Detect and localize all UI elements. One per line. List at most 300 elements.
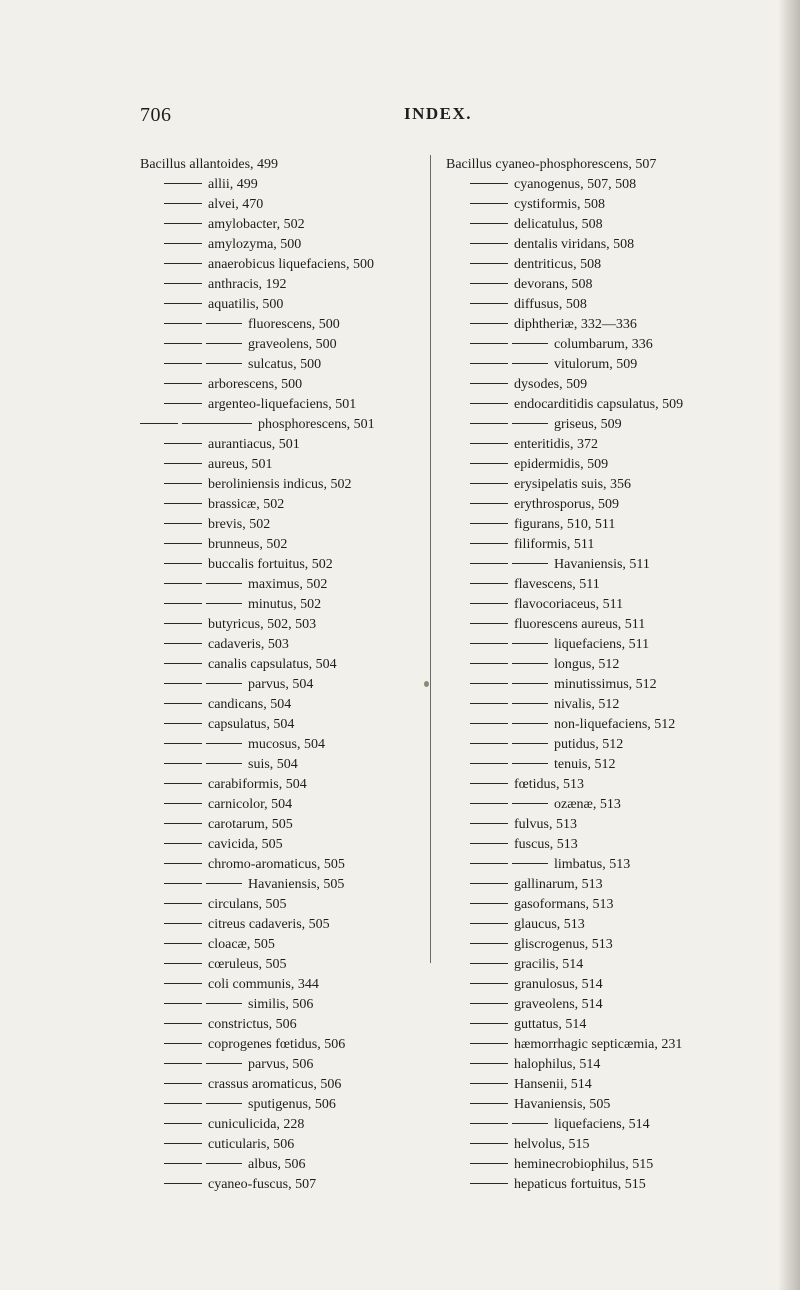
ditto-dash bbox=[470, 863, 508, 864]
ditto-dash bbox=[164, 343, 202, 344]
index-entry bbox=[446, 455, 800, 475]
index-entry bbox=[446, 915, 800, 935]
index-entry bbox=[446, 175, 800, 195]
ditto-dash bbox=[140, 423, 178, 424]
index-entry bbox=[140, 275, 420, 295]
index-heading-entry bbox=[140, 155, 420, 175]
index-entry bbox=[446, 535, 800, 555]
entry-text: mucosus, 504 bbox=[248, 737, 325, 752]
index-entry bbox=[140, 355, 420, 375]
index-entry bbox=[446, 255, 800, 275]
ditto-dash bbox=[470, 303, 508, 304]
entry-text: guttatus, 514 bbox=[514, 1017, 587, 1032]
index-entry bbox=[446, 515, 800, 535]
ditto-dash bbox=[164, 603, 202, 604]
entry-text: gliscrogenus, 513 bbox=[514, 937, 613, 952]
ink-smudge bbox=[424, 681, 429, 687]
ditto-dash bbox=[164, 303, 202, 304]
index-entry bbox=[446, 975, 800, 995]
entry-text: dentriticus, 508 bbox=[514, 257, 602, 272]
ditto-dash bbox=[470, 443, 508, 444]
index-entry bbox=[446, 235, 800, 255]
entry-text: amylobacter, 502 bbox=[208, 217, 305, 232]
index-entry bbox=[140, 535, 420, 555]
ditto-dash bbox=[470, 283, 508, 284]
entry-text: carnicolor, 504 bbox=[208, 797, 293, 812]
index-entry bbox=[446, 615, 800, 635]
entry-text: crassus aromaticus, 506 bbox=[208, 1077, 342, 1092]
index-entry bbox=[140, 1015, 420, 1035]
ditto-dash bbox=[470, 563, 508, 564]
index-entry bbox=[140, 175, 420, 195]
ditto-dash bbox=[470, 363, 508, 364]
index-entry bbox=[446, 935, 800, 955]
ditto-dash bbox=[164, 663, 202, 664]
ditto-dash bbox=[164, 1003, 202, 1004]
ditto-dash bbox=[164, 943, 202, 944]
ditto-dash bbox=[164, 1023, 202, 1024]
ditto-dash bbox=[206, 583, 242, 584]
index-entry bbox=[446, 635, 800, 655]
ditto-dash bbox=[164, 703, 202, 704]
ditto-dash bbox=[470, 603, 508, 604]
index-entry bbox=[446, 335, 800, 355]
ditto-dash bbox=[164, 863, 202, 864]
entry-text: flavocoriaceus, 511 bbox=[514, 597, 624, 612]
index-entry bbox=[446, 495, 800, 515]
ditto-dash bbox=[512, 663, 548, 664]
index-entry bbox=[446, 875, 800, 895]
ditto-dash bbox=[470, 523, 508, 524]
index-entry bbox=[446, 715, 800, 735]
ditto-dash bbox=[206, 1063, 242, 1064]
index-entry bbox=[140, 475, 420, 495]
entry-text: cystiformis, 508 bbox=[514, 197, 605, 212]
ditto-dash bbox=[470, 1143, 508, 1144]
entry-text: cyanogenus, 507, 508 bbox=[514, 177, 637, 192]
entry-text: glaucus, 513 bbox=[514, 917, 585, 932]
ditto-dash bbox=[470, 1083, 508, 1084]
index-entry bbox=[140, 955, 420, 975]
index-entry bbox=[140, 295, 420, 315]
index-entry bbox=[140, 855, 420, 875]
entry-text: brassicæ, 502 bbox=[208, 497, 285, 512]
entry-text: anthracis, 192 bbox=[208, 277, 287, 292]
entry-text: Hansenii, 514 bbox=[514, 1077, 592, 1092]
entry-text: alvei, 470 bbox=[208, 197, 264, 212]
ditto-dash bbox=[206, 1163, 242, 1164]
entry-text: hepaticus fortuitus, 515 bbox=[514, 1177, 646, 1192]
ditto-dash bbox=[470, 923, 508, 924]
ditto-dash bbox=[206, 1003, 242, 1004]
index-entry bbox=[140, 255, 420, 275]
ditto-dash bbox=[512, 343, 548, 344]
ditto-dash bbox=[470, 183, 508, 184]
entry-text: columbarum, 336 bbox=[554, 337, 653, 352]
ditto-dash bbox=[164, 1123, 202, 1124]
entry-text: constrictus, 506 bbox=[208, 1017, 297, 1032]
entry-text: delicatulus, 508 bbox=[514, 217, 603, 232]
entry-text: epidermidis, 509 bbox=[514, 457, 609, 472]
index-entry bbox=[140, 575, 420, 595]
entry-text: coli communis, 344 bbox=[208, 977, 319, 992]
index-entry bbox=[446, 355, 800, 375]
index-entry bbox=[446, 795, 800, 815]
entry-text: erysipelatis suis, 356 bbox=[514, 477, 632, 492]
index-entry bbox=[446, 1095, 800, 1115]
index-entry bbox=[446, 735, 800, 755]
ditto-dash bbox=[182, 423, 252, 424]
entry-text: cuticularis, 506 bbox=[208, 1137, 295, 1152]
ditto-dash bbox=[164, 543, 202, 544]
index-entry bbox=[140, 1055, 420, 1075]
entry-text: cadaveris, 503 bbox=[208, 637, 289, 652]
entry-text: aquatilis, 500 bbox=[208, 297, 284, 312]
index-entry bbox=[140, 895, 420, 915]
index-entry bbox=[140, 655, 420, 675]
ditto-dash bbox=[164, 623, 202, 624]
ditto-dash bbox=[164, 323, 202, 324]
entry-text: enteritidis, 372 bbox=[514, 437, 598, 452]
index-entry bbox=[140, 375, 420, 395]
entry-text: buccalis fortuitus, 502 bbox=[208, 557, 333, 572]
index-entry bbox=[446, 1175, 800, 1195]
index-entry bbox=[140, 195, 420, 215]
entry-text: cuniculicida, 228 bbox=[208, 1117, 305, 1132]
entry-text: beroliniensis indicus, 502 bbox=[208, 477, 352, 492]
index-entry bbox=[140, 615, 420, 635]
index-entry bbox=[446, 1115, 800, 1135]
ditto-dash bbox=[164, 223, 202, 224]
index-entry bbox=[446, 835, 800, 855]
ditto-dash bbox=[164, 363, 202, 364]
entry-text: heminecrobiophilus, 515 bbox=[514, 1157, 654, 1172]
ditto-dash bbox=[164, 263, 202, 264]
ditto-dash bbox=[512, 763, 548, 764]
entry-text: devorans, 508 bbox=[514, 277, 593, 292]
entry-text: arborescens, 500 bbox=[208, 377, 303, 392]
ditto-dash bbox=[164, 823, 202, 824]
index-entry bbox=[446, 895, 800, 915]
entry-text: gasoformans, 513 bbox=[514, 897, 614, 912]
index-entry bbox=[140, 735, 420, 755]
ditto-dash bbox=[164, 463, 202, 464]
ditto-dash bbox=[164, 1083, 202, 1084]
ditto-dash bbox=[470, 423, 508, 424]
ditto-dash bbox=[164, 503, 202, 504]
entry-text: cyaneo-fuscus, 507 bbox=[208, 1177, 317, 1192]
ditto-dash bbox=[470, 263, 508, 264]
ditto-dash bbox=[470, 883, 508, 884]
index-entry bbox=[446, 275, 800, 295]
ditto-dash bbox=[470, 963, 508, 964]
index-entry bbox=[446, 1075, 800, 1095]
ditto-dash bbox=[470, 903, 508, 904]
index-entry bbox=[140, 875, 420, 895]
entry-text: argenteo-liquefaciens, 501 bbox=[208, 397, 357, 412]
index-entry bbox=[140, 935, 420, 955]
index-entry bbox=[446, 1135, 800, 1155]
entry-text: putidus, 512 bbox=[554, 737, 624, 752]
entry-text: fœtidus, 513 bbox=[514, 777, 584, 792]
index-entry bbox=[140, 715, 420, 735]
entry-text: cœruleus, 505 bbox=[208, 957, 287, 972]
index-entry bbox=[446, 775, 800, 795]
ditto-dash bbox=[164, 403, 202, 404]
ditto-dash bbox=[470, 743, 508, 744]
index-heading-entry bbox=[446, 155, 800, 175]
entry-text: gallinarum, 513 bbox=[514, 877, 603, 892]
entry-text: Bacillus cyaneo-phosphorescens, 507 bbox=[446, 157, 657, 172]
entry-text: carabiformis, 504 bbox=[208, 777, 307, 792]
ditto-dash bbox=[164, 643, 202, 644]
ditto-dash bbox=[164, 803, 202, 804]
ditto-dash bbox=[470, 223, 508, 224]
index-column-right bbox=[430, 155, 800, 1192]
ditto-dash bbox=[470, 1023, 508, 1024]
entry-text: allii, 499 bbox=[208, 177, 258, 192]
ditto-dash bbox=[512, 423, 548, 424]
index-entry bbox=[446, 315, 800, 335]
index-entry bbox=[140, 1175, 420, 1195]
entry-text: granulosus, 514 bbox=[514, 977, 603, 992]
entry-text: albus, 506 bbox=[248, 1157, 306, 1172]
index-entry bbox=[140, 415, 420, 435]
index-entry bbox=[140, 555, 420, 575]
entry-text: minutus, 502 bbox=[248, 597, 322, 612]
entry-text: Havaniensis, 505 bbox=[248, 877, 345, 892]
ditto-dash bbox=[470, 323, 508, 324]
entry-text: fluorescens, 500 bbox=[248, 317, 340, 332]
ditto-dash bbox=[164, 563, 202, 564]
page-number: 706 bbox=[140, 104, 172, 126]
page-title: INDEX. bbox=[404, 104, 473, 123]
index-entry bbox=[446, 955, 800, 975]
entry-text: maximus, 502 bbox=[248, 577, 328, 592]
ditto-dash bbox=[470, 1003, 508, 1004]
entry-text: vitulorum, 509 bbox=[554, 357, 638, 372]
entry-text: liquefaciens, 514 bbox=[554, 1117, 650, 1132]
ditto-dash bbox=[164, 983, 202, 984]
ditto-dash bbox=[164, 583, 202, 584]
entry-text: anaerobicus liquefaciens, 500 bbox=[208, 257, 374, 272]
entry-text: tenuis, 512 bbox=[554, 757, 616, 772]
ditto-dash bbox=[512, 703, 548, 704]
entry-text: sputigenus, 506 bbox=[248, 1097, 336, 1112]
index-entry bbox=[140, 1075, 420, 1095]
index-entry bbox=[446, 675, 800, 695]
ditto-dash bbox=[206, 343, 242, 344]
ditto-dash bbox=[470, 203, 508, 204]
ditto-dash bbox=[470, 723, 508, 724]
ditto-dash bbox=[470, 543, 508, 544]
index-entry bbox=[446, 1155, 800, 1175]
entry-text: diphtheriæ, 332—336 bbox=[514, 317, 637, 332]
entry-text: candicans, 504 bbox=[208, 697, 292, 712]
index-entry bbox=[140, 675, 420, 695]
entry-text: gracilis, 514 bbox=[514, 957, 584, 972]
ditto-dash bbox=[470, 1183, 508, 1184]
page-header bbox=[0, 104, 800, 128]
ditto-dash bbox=[470, 663, 508, 664]
entry-text: carotarum, 505 bbox=[208, 817, 293, 832]
index-entry bbox=[140, 515, 420, 535]
ditto-dash bbox=[512, 1123, 548, 1124]
entry-text: parvus, 504 bbox=[248, 677, 314, 692]
index-entry bbox=[446, 655, 800, 675]
index-entry bbox=[446, 815, 800, 835]
ditto-dash bbox=[512, 803, 548, 804]
entry-text: figurans, 510, 511 bbox=[514, 517, 616, 532]
ditto-dash bbox=[164, 923, 202, 924]
entry-text: helvolus, 515 bbox=[514, 1137, 590, 1152]
index-entry bbox=[140, 815, 420, 835]
ditto-dash bbox=[164, 963, 202, 964]
entry-text: suis, 504 bbox=[248, 757, 298, 772]
entry-text: endocarditidis capsulatus, 509 bbox=[514, 397, 684, 412]
index-entry bbox=[140, 215, 420, 235]
index-entry bbox=[140, 455, 420, 475]
entry-text: graveolens, 500 bbox=[248, 337, 337, 352]
index-entry bbox=[140, 635, 420, 655]
ditto-dash bbox=[470, 463, 508, 464]
ditto-dash bbox=[164, 883, 202, 884]
ditto-dash bbox=[512, 743, 548, 744]
index-entry bbox=[140, 315, 420, 335]
index-entry bbox=[140, 1155, 420, 1175]
ditto-dash bbox=[470, 243, 508, 244]
entry-text: diffusus, 508 bbox=[514, 297, 587, 312]
index-entry bbox=[446, 415, 800, 435]
entry-text: fluorescens aureus, 511 bbox=[514, 617, 646, 632]
ditto-dash bbox=[206, 683, 242, 684]
index-entry bbox=[140, 235, 420, 255]
index-entry bbox=[446, 435, 800, 455]
ditto-dash bbox=[512, 643, 548, 644]
ditto-dash bbox=[164, 683, 202, 684]
ditto-dash bbox=[164, 843, 202, 844]
entry-text: sulcatus, 500 bbox=[248, 357, 322, 372]
ditto-dash bbox=[206, 763, 242, 764]
ditto-dash bbox=[512, 723, 548, 724]
index-entry bbox=[446, 595, 800, 615]
ditto-dash bbox=[512, 563, 548, 564]
ditto-dash bbox=[164, 1143, 202, 1144]
index-entry bbox=[140, 695, 420, 715]
index-entry bbox=[140, 1035, 420, 1055]
entry-text: aureus, 501 bbox=[208, 457, 273, 472]
index-entry bbox=[140, 755, 420, 775]
entry-text: Havaniensis, 505 bbox=[514, 1097, 611, 1112]
entry-text: canalis capsulatus, 504 bbox=[208, 657, 337, 672]
ditto-dash bbox=[470, 1123, 508, 1124]
entry-text: ozænæ, 513 bbox=[554, 797, 621, 812]
index-entry bbox=[140, 495, 420, 515]
ditto-dash bbox=[512, 863, 548, 864]
ditto-dash bbox=[470, 1103, 508, 1104]
entry-text: cloacæ, 505 bbox=[208, 937, 275, 952]
ditto-dash bbox=[164, 783, 202, 784]
ditto-dash bbox=[470, 403, 508, 404]
ditto-dash bbox=[470, 383, 508, 384]
entry-text: dentalis viridans, 508 bbox=[514, 237, 635, 252]
ditto-dash bbox=[470, 983, 508, 984]
ditto-dash bbox=[470, 643, 508, 644]
index-entry bbox=[140, 975, 420, 995]
ditto-dash bbox=[512, 363, 548, 364]
entry-text: longus, 512 bbox=[554, 657, 620, 672]
entry-text: liquefaciens, 511 bbox=[554, 637, 650, 652]
ditto-dash bbox=[470, 943, 508, 944]
ditto-dash bbox=[470, 503, 508, 504]
index-entry bbox=[140, 395, 420, 415]
index-entry bbox=[446, 215, 800, 235]
entry-text: flavescens, 511 bbox=[514, 577, 600, 592]
index-entry bbox=[140, 1115, 420, 1135]
ditto-dash bbox=[164, 523, 202, 524]
entry-text: chromo-aromaticus, 505 bbox=[208, 857, 345, 872]
index-entry bbox=[446, 1055, 800, 1075]
entry-text: parvus, 506 bbox=[248, 1057, 314, 1072]
ditto-dash bbox=[470, 483, 508, 484]
entry-text: coprogenes fœtidus, 506 bbox=[208, 1037, 346, 1052]
entry-text: aurantiacus, 501 bbox=[208, 437, 300, 452]
ditto-dash bbox=[206, 743, 242, 744]
ditto-dash bbox=[470, 783, 508, 784]
index-entry bbox=[140, 1135, 420, 1155]
ditto-dash bbox=[470, 843, 508, 844]
entry-text: erythrosporus, 509 bbox=[514, 497, 619, 512]
index-entry bbox=[446, 395, 800, 415]
ditto-dash bbox=[164, 763, 202, 764]
entry-text: cavicida, 505 bbox=[208, 837, 283, 852]
entry-text: Havaniensis, 511 bbox=[554, 557, 650, 572]
entry-text: hæmorrhagic septicæmia, 231 bbox=[514, 1037, 683, 1052]
entry-text: graveolens, 514 bbox=[514, 997, 603, 1012]
index-entry bbox=[446, 855, 800, 875]
ditto-dash bbox=[164, 383, 202, 384]
ditto-dash bbox=[470, 343, 508, 344]
index-entry bbox=[446, 575, 800, 595]
ditto-dash bbox=[164, 723, 202, 724]
ditto-dash bbox=[470, 803, 508, 804]
ditto-dash bbox=[164, 183, 202, 184]
entry-text: limbatus, 513 bbox=[554, 857, 631, 872]
ditto-dash bbox=[470, 683, 508, 684]
index-entry bbox=[140, 775, 420, 795]
index-entry bbox=[446, 1015, 800, 1035]
entry-text: dysodes, 509 bbox=[514, 377, 588, 392]
entry-text: citreus cadaveris, 505 bbox=[208, 917, 330, 932]
ditto-dash bbox=[164, 1103, 202, 1104]
ditto-dash bbox=[164, 1163, 202, 1164]
index-entry bbox=[446, 695, 800, 715]
ditto-dash bbox=[470, 623, 508, 624]
ditto-dash bbox=[470, 703, 508, 704]
ditto-dash bbox=[206, 323, 242, 324]
index-entry bbox=[140, 1095, 420, 1115]
entry-text: Bacillus allantoides, 499 bbox=[140, 157, 279, 172]
entry-text: fuscus, 513 bbox=[514, 837, 578, 852]
index-column-left bbox=[140, 155, 420, 1195]
ditto-dash bbox=[512, 683, 548, 684]
ditto-dash bbox=[164, 743, 202, 744]
entry-text: circulans, 505 bbox=[208, 897, 287, 912]
ditto-dash bbox=[164, 1183, 202, 1184]
ditto-dash bbox=[206, 883, 242, 884]
index-entry bbox=[446, 995, 800, 1015]
entry-text: nivalis, 512 bbox=[554, 697, 620, 712]
